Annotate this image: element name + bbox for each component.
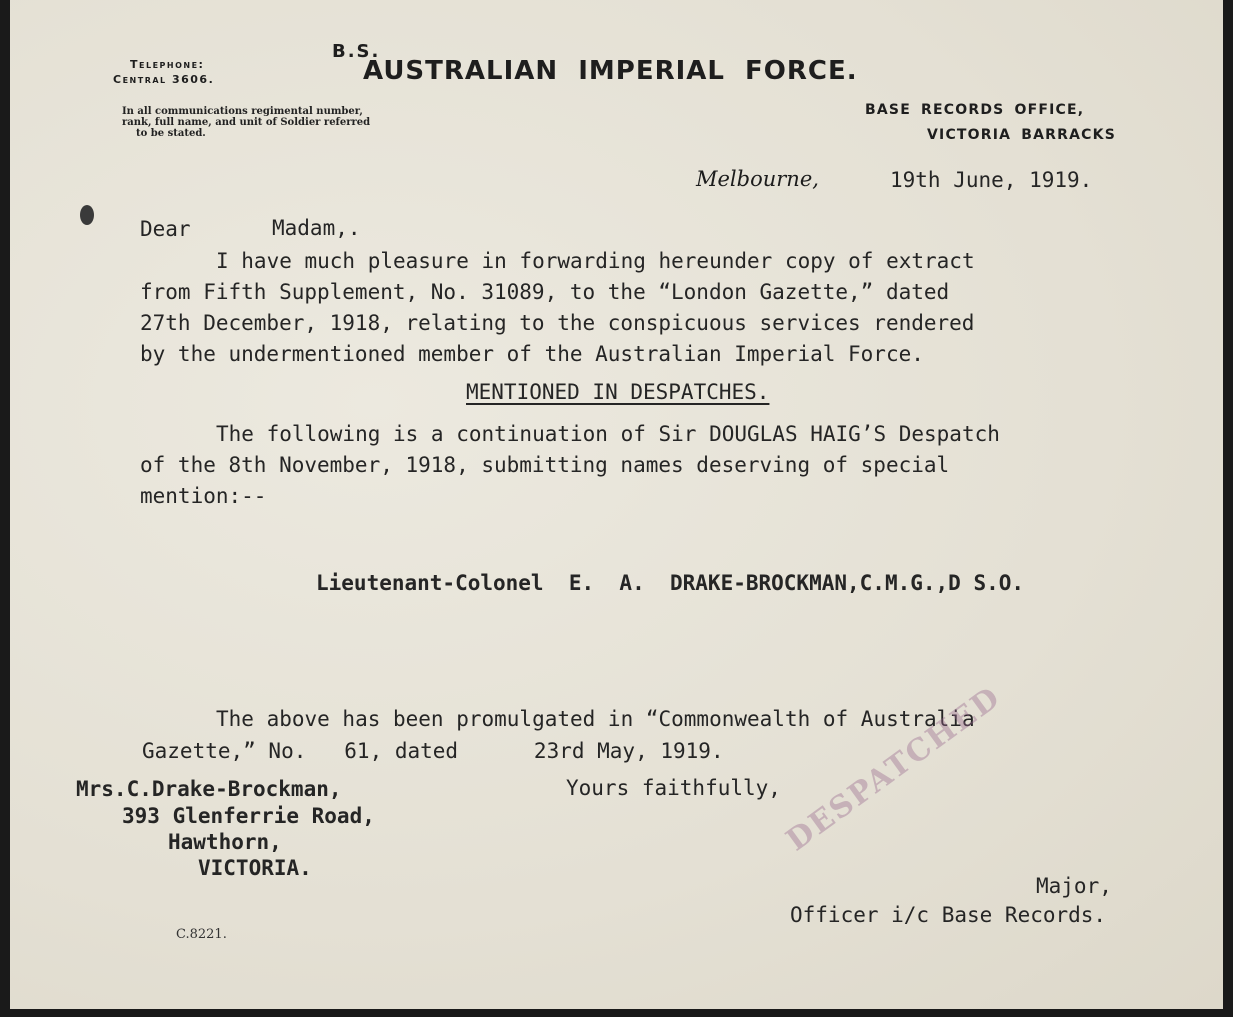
dateline-place: Melbourne,: [696, 167, 819, 191]
closing-phrase: Yours faithfully,: [566, 776, 781, 800]
body-line: I have much pleasure in forwarding hereunder copy of extract: [216, 249, 975, 273]
signatory-title: Officer i/c Base Records.: [790, 903, 1107, 927]
signatory-rank: Major,: [1036, 874, 1112, 898]
despatched-stamp: DESPATCHED: [780, 679, 1008, 859]
address-line: Mrs.C.Drake-Brockman,: [76, 777, 342, 801]
body-line: from Fifth Supplement, No. 31089, to the “London Gazette,” dated: [140, 280, 950, 304]
address-line: Hawthorn,: [168, 830, 282, 854]
body-line: The above has been promulgated in “Commonwealth of Australia: [216, 707, 975, 731]
office-address: VICTORIA BARRACKS: [927, 127, 1116, 143]
office-name: BASE RECORDS OFFICE,: [865, 102, 1085, 118]
bs-mark: B.S.: [332, 41, 381, 62]
body-line: The following is a continuation of Sir DOUGLAS HAIG’S Despatch: [216, 422, 1000, 446]
body-line: mention:--: [140, 484, 267, 508]
telephone-number: Central 3606.: [113, 73, 215, 86]
letter-date: 19th June, 1919.: [890, 168, 1093, 192]
salutation-dear: Dear: [140, 217, 191, 241]
note-line: In all communications regimental number,: [122, 106, 363, 117]
note-line: rank, full name, and unit of Soldier referred: [122, 117, 371, 128]
body-line: 27th December, 1918, relating to the conspicuous services rendered: [140, 311, 975, 335]
address-line: 393 Glenferrie Road,: [122, 804, 375, 828]
address-line: VICTORIA.: [198, 856, 312, 880]
section-heading: MENTIONED IN DESPATCHES.: [466, 380, 770, 404]
letter-page: [10, 0, 1223, 1009]
letterhead-title: AUSTRALIAN IMPERIAL FORCE.: [363, 56, 858, 86]
body-line: of the 8th November, 1918, submitting names deserving of special: [140, 453, 950, 477]
salutation-name: Madam,.: [272, 216, 361, 240]
honoree-name: Lieutenant-Colonel E. A. DRAKE-BROCKMAN,C.M.G.,D S.O.: [316, 571, 1025, 595]
body-line: by the undermentioned member of the Australian Imperial Force.: [140, 342, 924, 366]
body-line: Gazette,” No. 61, dated 23rd May, 1919.: [142, 739, 724, 763]
note-line: to be stated.: [136, 128, 206, 139]
telephone-label: Telephone:: [130, 58, 205, 71]
form-number: C.8221.: [176, 927, 227, 942]
punch-hole: [80, 205, 94, 225]
communications-note: [122, 106, 370, 139]
